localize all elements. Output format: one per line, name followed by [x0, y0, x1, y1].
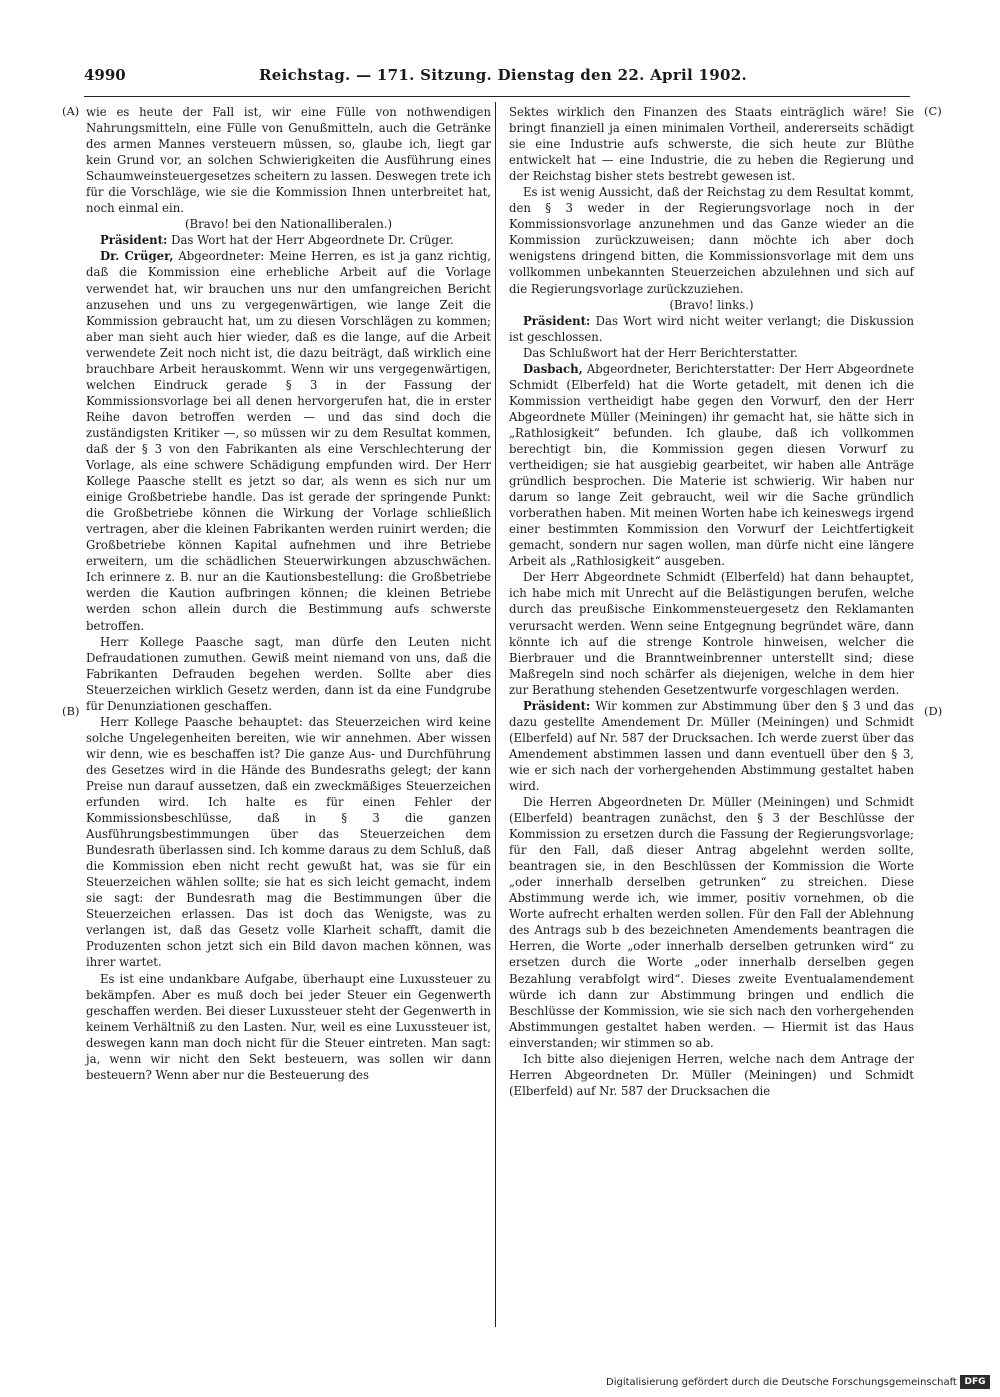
- paragraph: Herr Kollege Paasche behauptet: das Steuerzeichen wird keine solche Ungelegenheiten bereiten, wie wir annehmen. Aber wissen wir denn, wie es beschaffen ist? Die ganze Aus- und Durchführung des Gesetzes wird in die Hände des Bundesraths gelegt; der kann Preise nun darauf aussetzen, daß ein zweckmäßiges Steuerzeichen erfunden wird. Ich halte es für einen Fehler der Kommissionsbeschlüsse, daß in § 3 die ganzen Ausführungsbestimmungen über das Steuerzeichen dem Bundesrath überlassen sind. Ich komme daraus zu dem Schluß, daß die Kommission eben nicht recht gewußt hat, was sie für ein Steuerzeichen wählen sollte; sie hat es sich leicht gemacht, indem sie sagt: der Bundesrath mag die Bestimmungen über die Steuerzeichen erlassen. Das ist doch das Wenigste, was zu verlangen ist, daß das Gesetz volle Klarheit schafft, damit die Produzenten schon jetzt sich ein Bild davon machen können, was ihrer wartet.: [86, 714, 491, 970]
- margin-marker-d: (D): [924, 704, 943, 718]
- paragraph: Die Herren Abgeordneten Dr. Müller (Meiningen) und Schmidt (Elberfeld) beantragen zunächst, den § 3 der Beschlüsse der Kommission zu ersetzen durch die Fassung der Regierungsvorlage; für den Fall, daß dieser Antrag abgelehnt werden sollte, beantragen sie, in den Beschlüssen der Kommission die Worte „oder innerhalb derselben getrunken“ zu streichen. Diese Abstimmung werde ich, wie immer, positiv vornehmen, ob die Worte aufrecht erhalten werden sollen. Für den Fall der Ablehnung des Antrags sub b des bezeichneten Amendements beantragen die Herren, die Worte „oder innerhalb derselben getrunken wird“ zu ersetzen durch die Worte „oder innerhalb derselben gegen Bezahlung verabfolgt wird“. Dieses zweite Eventualamendement würde ich dann zur Abstimmung bringen und endlich die Beschlüsse der Kommission, wie sie sich nach den vorhergehenden Abstimmungen gestaltet haben werden. — Hiermit ist das Haus einverstanden; wir stimmen so ab.: [509, 795, 914, 1050]
- speech-paragraph: [509, 361, 914, 570]
- paragraph: Es ist eine undankbare Aufgabe, überhaupt eine Luxussteuer zu bekämpfen. Aber es muß doch bei jeder Steuer ein Gegenwerth geschaffen werden. Bei dieser Luxussteuer steht der Gegenwerth in keinem Verhältniß zu den Lasten. Nur, weil es eine Luxussteuer ist, deswegen kann man doch nicht für die Steuer eintreten. Man sagt: ja, wenn wir nicht den Sekt besteuern, was sollen wir dann besteuern? Wenn aber nur die Besteuerung des: [86, 971, 491, 1082]
- speech-paragraph: [86, 248, 491, 633]
- paragraph: Das Schlußwort hat der Herr Berichterstatter.: [523, 345, 798, 360]
- margin-marker-a: (A): [62, 104, 80, 118]
- speaker-name: Präsident:: [523, 698, 591, 713]
- speech-text: Wir kommen zur Abstimmung über den § 3 und das dazu gestellte Amendement Dr. Müller (Meiningen) und Schmidt (Elberfeld) auf Nr. 587 der Drucksachen. Ich werde zuerst über das Amendement abstimmen lassen und dann eventuell über den § 3, wie er sich nach der vorhergehenden Abstimmung gestaltet haben wird.: [509, 698, 914, 793]
- paragraph: wie es heute der Fall ist, wir eine Fülle von nothwendigen Nahrungsmitteln, eine Fülle von Genußmitteln, auch die Getränke des armen Mannes versteuern müssen, so, glaube ich, liegt gar kein Grund vor, an solchen Schwierigkeiten die Ausführung eines Schaumweinsteuergesetzes scheitern zu lassen. Deswegen trete ich für die Vorschläge, wie sie die Kommission Ihnen unterbreitet hat, noch einmal ein.: [86, 105, 491, 216]
- paragraph: Ich bitte also diejenigen Herren, welche nach dem Antrage der Herren Abgeordneten Dr. Müller (Meiningen) und Schmidt (Elberfeld) auf Nr. 587 der Drucksachen die: [509, 1051, 914, 1098]
- speaker-name: Präsident:: [523, 313, 591, 328]
- paragraph: Der Herr Abgeordnete Schmidt (Elberfeld) hat dann behauptet, ich habe mich mit Unrecht auf die Belästigungen berufen, welche durch das preußische Einkommensteuergesetz den Reklamanten verursacht werden. Wenn seine Entgegnung begründet wäre, dann könnte ich auf die strenge Kontrole hinweisen, welcher die Bierbrauer und die Branntweinbrenner unterstellt sind; diese Maßregeln sind noch schärfer als diejenigen, welche in dem hier zur Berathung stehenden Gesetzentwurfe vorgeschlagen werden.: [509, 570, 914, 697]
- interjection: (Bravo! bei den Nationalliberalen.): [184, 217, 393, 232]
- speech-text: Das Wort wird nicht weiter verlangt; die Diskussion ist geschlossen.: [509, 313, 914, 344]
- speech-text: Das Wort hat der Herr Abgeordnete Dr. Crüger.: [167, 233, 454, 248]
- speaker-name: Präsident:: [100, 233, 168, 248]
- speech-paragraph: [509, 313, 914, 345]
- speaker-name: Dasbach,: [523, 361, 583, 376]
- speech-text: Abgeordneter: Meine Herren, es ist ja ganz richtig, daß die Kommission eine erhebliche Arbeit auf die Vorlage verwendet hat, wir brauchen uns nur den umfangreichen Bericht anzusehen und uns zu vergegenwärtigen, wie lange Zeit die Kommission gebraucht hat, um zu diesen Vorschlägen zu kommen; aber man sieht auch hier wieder, daß es die lange, auf die Arbeit verwendete Zeit noch nicht ist, die dazu beiträgt, daß wirklich eine brauchbare Arbeit herauskommt. Wenn wir uns vergegenwärtigen, welchen Eindruck gerade § 3 in der Fassung der Kommissionsvorlage bei all denen hervorgerufen hat, die in erster Reihe davon betroffen werden — und das sind doch die zuständigsten Kritiker —, so müssen wir zu dem Resultat kommen, daß der § 3 von den Fabrikanten als eine Verschlechterung der Vorlage, als eine schwere Schädigung empfunden wird. Der Herr Kollege Paasche stellt es jetzt so dar, als wenn es sich nur um einige Großbetriebe handle. Das ist gerade der springende Punkt: die Großbetriebe können die Wirkung der Vorlage schließlich vertragen, aber die kleinen Fabrikanten werden ruinirt werden; die Großbetriebe können Kapital aufnehmen und ihre Betriebe erweitern, um die schädlichen Steuerwirkungen abzuschwächen. Ich erinnere z. B. nur an die Kautionsbestellung: die Großbetriebe werden die Kaution aufbringen können; die kleinen Betriebe werden schon allein durch die Bestimmung aufs schwerste betroffen.: [86, 249, 491, 633]
- paragraph: Es ist wenig Aussicht, daß der Reichstag zu dem Resultat kommt, den § 3 weder in der Regierungsvorlage noch in der Kommissionsvorlage anzunehmen und das Ganze wieder an die Kommission zurückzuweisen; dann möchte ich aber doch wenigstens dringend bitten, die Kommissionsvorlage mit dem uns vollkommen unbekannten Steuerzeichen abzulehnen und sich auf die Regierungsvorlage zurückzuziehen.: [509, 185, 914, 296]
- page-number: 4990: [84, 66, 126, 84]
- speech-paragraph: [509, 698, 914, 794]
- left-column: [86, 104, 491, 1083]
- paragraph: Sektes wirklich den Finanzen des Staats einträglich wäre! Sie bringt finanziell ja einen minimalen Vortheil, andererseits schädigt sie eine Industrie aufs schwerste, die sich heute zur Blüthe entwickelt hat — eine Industrie, die zu heben die Regierung und der Reichstag bisher stets bestrebt gewesen ist.: [509, 105, 914, 184]
- speech-paragraph: [86, 232, 491, 248]
- speaker-name: Dr. Crüger,: [100, 249, 174, 264]
- header-rule: [84, 96, 910, 97]
- margin-marker-b: (B): [62, 704, 80, 718]
- interjection: (Bravo! links.): [669, 297, 754, 312]
- right-column: [509, 104, 914, 1099]
- margin-marker-c: (C): [924, 104, 942, 118]
- footer-credit: Digitalisierung gefördert durch die Deutsche Forschungsgemeinschaft: [606, 1377, 957, 1388]
- running-title: Reichstag. — 171. Sitzung. Dienstag den 22. April 1902.: [259, 66, 748, 84]
- column-divider: [495, 102, 496, 1327]
- dfg-logo: DFG: [960, 1375, 990, 1389]
- paragraph: Herr Kollege Paasche sagt, man dürfe den Leuten nicht Defraudationen zumuthen. Gewiß meint niemand von uns, daß die Fabrikanten Defrauden begehen werden. Sollte aber dies Steuerzeichen wirklich Gesetz werden, dann ist da eine Fundgrube für Denunziationen geschaffen.: [86, 634, 491, 713]
- page-header: [84, 66, 914, 92]
- speech-text: Abgeordneter, Berichterstatter: Der Herr Abgeordnete Schmidt (Elberfeld) hat die Worte getadelt, mit denen ich die Kommission vertheidigt habe gegen den Vorwurf, den der Herr Abgeordnete Müller (Meiningen) ihr gemacht hat, sie hätte sich in „Rathlosigkeit“ befunden. Ich glaube, daß ich vollkommen berechtigt bin, die Kommission gegen diesen Vorwurf zu vertheidigen; sie hat ausgiebig gearbeitet, wir haben alle Anträge gründlich besprochen. Die Materie ist schwierig. Wir haben nur darum so lange Zeit gebraucht, weil wir die Sache gründlich vorberathen haben. Mit meinen Worten habe ich keineswegs irgend einer bestimmten Kommission den Vorwurf der Leichtfertigkeit gemacht, sondern nur sagen wollen, man dürfe nicht eine längere Arbeit als „Rathlosigkeit“ ausgeben.: [509, 361, 914, 569]
